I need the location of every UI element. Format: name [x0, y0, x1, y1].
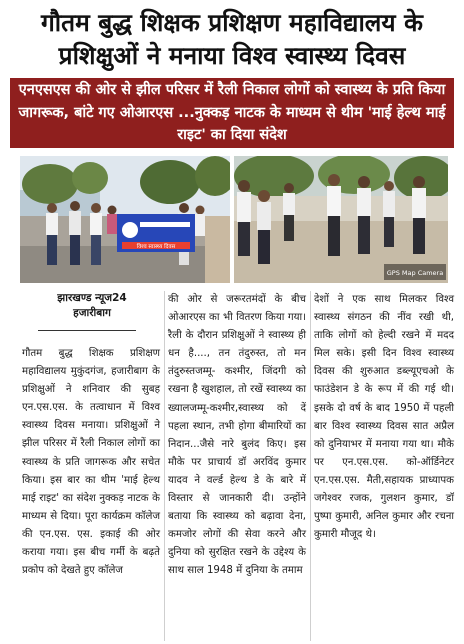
- headline: गौतम बुद्ध शिक्षक प्रशिक्षण महाविद्यालय के प्रशिक्षुओं ने मनाया विश्व स्वास्थ्य दिवस: [41, 8, 423, 70]
- banner-text: विश्व स्वास्थ्य दिवस: [136, 244, 176, 250]
- article-paragraph: की ओर से जरूरतमंदों के बीच ओआरएस का भी वितरण किया गया। रैली के दौरान प्रशिक्षुओं ने स्वास्थ्य ही धन है...., तन तंदुरुस्त, तो मन तंदुरुस्तजम्मू- कश्मीर, जिंदगी को रखना है खुशहाल, तो रखें स्वास्थ्य का ख्यालजम्मू-कश्मीर,स्वास्थ्य को दें पहला स्थान, तभी होगा बीमारियों का निदान...जैसे नारे बुलंद किए। इस मौके पर प्राचार्य डॉ अरविंद कुमार यादव ने वर्ल्ड हेल्थ डे के बारे में विस्तार से जानकारी दी। उन्होंने बताया कि स्वास्थ्य को बढ़ावा देना, कमजोर लोगों की सेवा करने और दुनिया को सुरक्षित रखने के उद्देश्य के साथ साल 1948 में दुनिया के तमाम: [168, 294, 306, 577]
- subheadline: एनएसएस की ओर से झील परिसर में रैली निकाल लोगों को स्वास्थ्य के प्रति किया जागरूक, बांटे गए ओआरएस ...नुक्कड़ नाटक के माध्यम से थीम 'माई हेल्थ माई राइट' का दिया संदेश: [10, 78, 454, 148]
- article-column-1: [22, 345, 160, 580]
- article-paragraph: गौतम बुद्ध शिक्षक प्रशिक्षण महाविद्यालय मुकुंदगंज, हजारीबाग के प्रशिक्षुओं ने शनिवार की सुबह एन.एस.एस. के तत्वाधान में विश्व स्वास्थ्य दिवस मनाया। प्रशिक्षुओं ने झील परिसर में रैली निकाल लोगों का स्वास्थ्य के प्रति जागरूक और सचेत किया। इस बार का थीम 'माई हेल्थ माई राइट' का संदेश नुक्कड़ नाटक के माध्यम से दिया। पूरा कार्यक्रम कॉलेज की एन.एस. एस. इकाई की ओर कराया गया। इस बीच गर्मी के बढ़ते प्रकोप को देखते हुए कॉलेज: [22, 348, 160, 577]
- street-play-photo: [234, 156, 448, 283]
- column-divider: [164, 291, 165, 641]
- news-source: झारखण्ड न्यूज24: [57, 292, 127, 304]
- dateline-place: हजारीबाग: [73, 306, 111, 319]
- gps-watermark: GPS Map Camera: [386, 269, 444, 277]
- dateline-rule: [38, 330, 136, 331]
- article-column-3: [314, 291, 454, 544]
- article-column-2: [168, 291, 306, 581]
- column-divider: [310, 291, 311, 641]
- rally-group-photo: [20, 156, 230, 283]
- dateline: [22, 291, 162, 320]
- article-paragraph: देशों ने एक साथ मिलकर विश्व स्वास्थ्य संगठन की नींव रखी थी, ताकि लोगों को हेल्दी रखने में मदद मिल सके। इसी दिन विश्व स्वास्थ्य दिवस की शुरुआत डब्ल्यूएचओ के फाउंडेशन डे के रूप में की गई थी। इसके दो वर्ष के बाद 1950 में पहली बार विश्व स्वास्थ्य दिवस सात अप्रैल को दुनियाभर में मनाया गया था। मौके पर एन.एस.एस. को-ऑर्डिनेटर एन.एस.एस. मैती,सहायक प्राध्यापक जगेश्वर रजक, गुलशन कुमार, डॉ पुष्पा कुमारी, अनिल कुमार और रचना कुमारी मौजूद थे।: [314, 294, 454, 541]
